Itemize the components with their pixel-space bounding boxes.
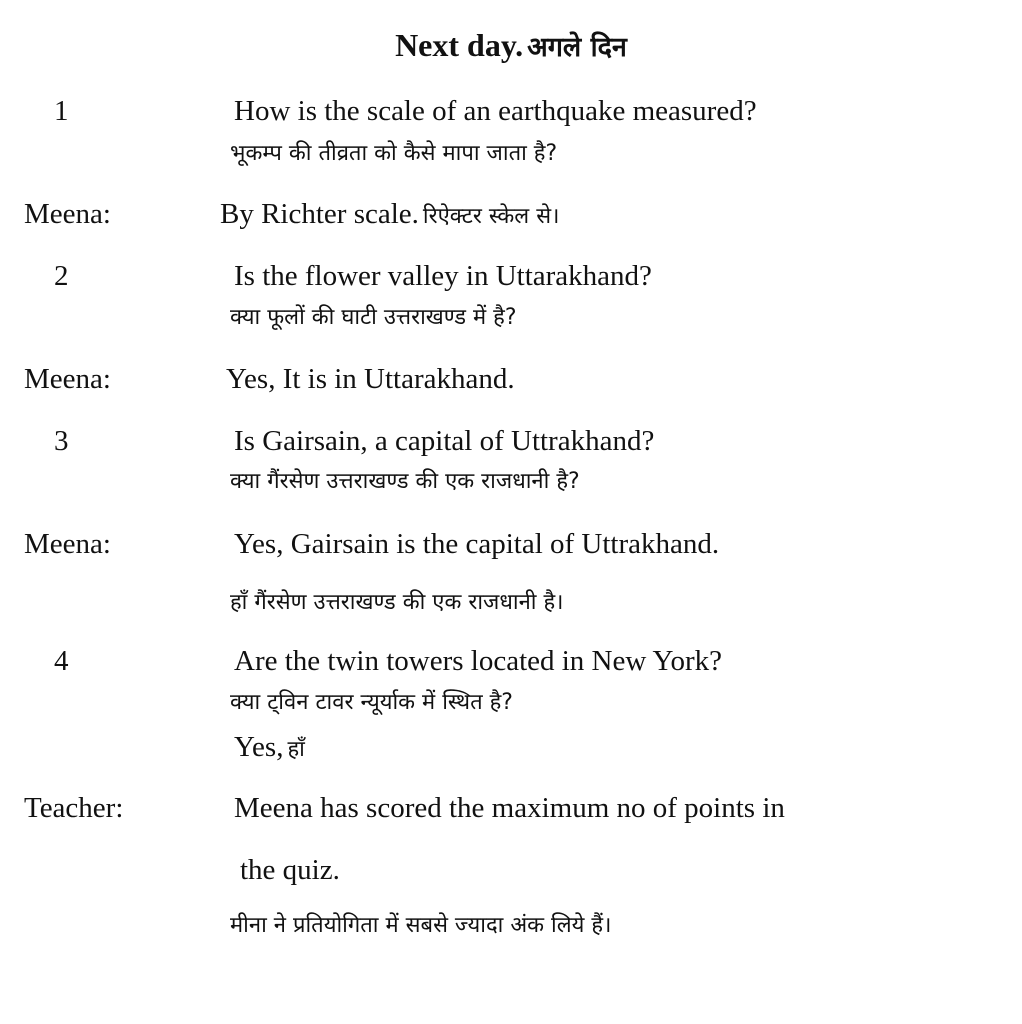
answer-1-hindi: रिऐक्टर स्केल से।: [422, 204, 560, 229]
answer-3-english: Yes, Gairsain is the capital of Uttrakhand.: [234, 528, 720, 560]
question-2-hindi: क्या फूलों की घाटी उत्तराखण्ड में है?: [230, 305, 517, 330]
question-2-english: Is the flower valley in Uttarakhand?: [234, 260, 652, 292]
question-1-english: How is the scale of an earthquake measured?: [234, 95, 757, 127]
answer-3-hindi: हाँ गैंरसेण उत्तराखण्ड की एक राजधानी है।: [230, 590, 564, 615]
answer-3-speaker: Meena:: [24, 528, 111, 560]
answer-4: [234, 730, 305, 765]
answer-1-english: By Richter scale.: [220, 198, 419, 230]
answer-1-speaker: Meena:: [24, 198, 111, 230]
question-3-hindi: क्या गैंरसेण उत्तराखण्ड की एक राजधानी है?: [230, 469, 580, 494]
answer-2-english: Yes, It is in Uttarakhand.: [226, 363, 515, 395]
question-number-2: 2: [54, 260, 69, 292]
question-number-3: 3: [54, 425, 69, 457]
answer-2-speaker: Meena:: [24, 363, 111, 395]
page-title: [0, 26, 1022, 64]
question-1-hindi: भूकम्प की तीव्रता को कैसे मापा जाता है?: [230, 141, 558, 166]
title-hindi: अगले दिन: [527, 32, 627, 63]
answer-4-hindi: हाँ: [287, 737, 305, 762]
question-4-hindi: क्या ट्विन टावर न्यूर्याक में स्थित है?: [230, 690, 513, 715]
title-english: Next day.: [395, 27, 524, 63]
answer-1: [220, 197, 559, 232]
question-number-4: 4: [54, 645, 69, 677]
teacher-statement-line-1: Meena has scored the maximum no of points in: [234, 792, 785, 824]
teacher-statement-hindi: मीना ने प्रतियोगिता में सबसे ज्यादा अंक लिये हैं।: [230, 913, 612, 938]
question-3-english: Is Gairsain, a capital of Uttrakhand?: [234, 425, 655, 457]
teacher-statement-line-2: the quiz.: [240, 854, 340, 886]
question-4-english: Are the twin towers located in New York?: [234, 645, 723, 677]
teacher-speaker: Teacher:: [24, 792, 124, 824]
question-number-1: 1: [54, 95, 69, 127]
answer-4-english: Yes,: [234, 731, 284, 763]
